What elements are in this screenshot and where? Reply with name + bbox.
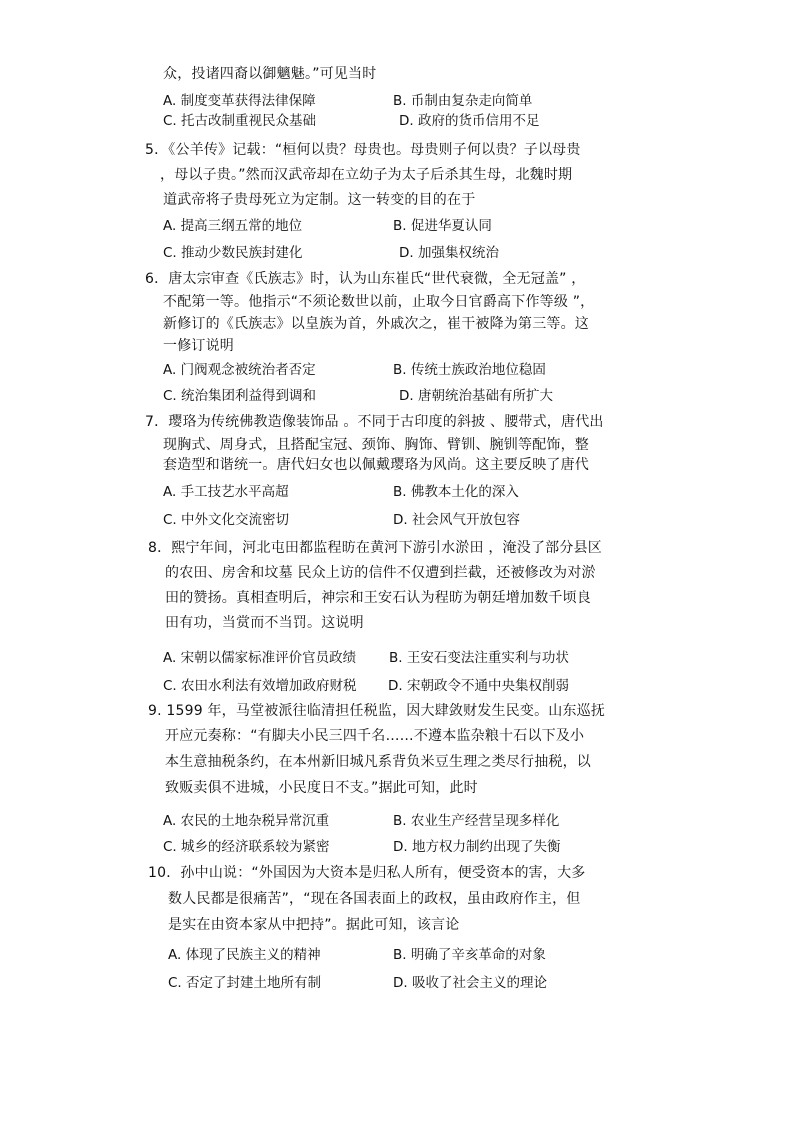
q7-stem-line-2: 现胸式、周身式，且搭配宝冠、颈饰、胸饰、臂钏、腕钏等配饰，整 bbox=[163, 437, 589, 453]
q5-stem-line-3: 道武帝将子贵母死立为定制。这一转变的目的在于 bbox=[163, 192, 476, 208]
q5-option-b: B. 促进华夏认同 bbox=[393, 218, 492, 234]
q9-option-c: C. 城乡的经济联系较为紧密 bbox=[163, 839, 330, 855]
q4-option-c: C. 托古改制重视民众基础 bbox=[163, 113, 317, 129]
q6-option-d: D. 唐朝统治基础有所扩大 bbox=[399, 388, 553, 404]
q6-stem-line-2: 不配第一等。他指示“不须论数世以前，止取今日官爵高下作等级 ”， bbox=[163, 294, 595, 310]
q4-stem-tail: 众，投诸四裔以御魑魅。”可见当时 bbox=[163, 66, 377, 82]
q8-option-c: C. 农田水利法有效增加政府财税 bbox=[163, 678, 357, 694]
q9-stem-line-3: 本生意抽税条约，在本州新旧城凡系背负米豆生理之类尽行抽税，以 bbox=[165, 754, 591, 770]
q6-stem-line-1: 6．唐太宗审查《氏族志》时，认为山东崔氏“世代衰微，全无冠盖” ， bbox=[145, 271, 586, 287]
q8-option-a: A. 宋朝以儒家标准评价官员政绩 bbox=[163, 650, 357, 666]
q10-option-d: D. 吸收了社会主义的理论 bbox=[393, 975, 547, 991]
q6-option-a: A. 门阀观念被统治者否定 bbox=[163, 362, 316, 378]
q10-option-b: B. 明确了辛亥革命的对象 bbox=[393, 947, 546, 963]
q7-option-d: D. 社会风气开放包容 bbox=[393, 512, 520, 528]
q8-option-d: D. 宋朝政令不通中央集权削弱 bbox=[388, 678, 569, 694]
q6-stem-line-3: 新修订的《氏族志》以皇族为首，外戚次之，崔干被降为第三等。这 bbox=[163, 316, 589, 332]
q6-option-c: C. 统治集团利益得到调和 bbox=[163, 388, 317, 404]
q5-option-c: C. 推动少数民族封建化 bbox=[163, 245, 303, 261]
q10-stem-line-3: 是实在由资本家从中把持”。据此可知，该言论 bbox=[168, 917, 460, 933]
q5-stem-line-2: ，母以子贵。”然而汉武帝却在立幼子为太子后杀其生母，北魏时期 bbox=[160, 167, 573, 183]
q7-option-a: A. 手工技艺水平高超 bbox=[163, 484, 289, 500]
q10-stem-line-2: 数人民都是很痛苦”，“现在各国表面上的政权，虽由政府作主，但 bbox=[168, 891, 581, 907]
q9-stem-line-4: 致贩卖俱不进城，小民度日不支。”据此可知，此时 bbox=[165, 780, 478, 796]
q7-stem-line-3: 套造型和谐统一。唐代妇女也以佩戴璎珞为风尚。这主要反映了唐代 bbox=[163, 457, 589, 473]
q10-option-a: A. 体现了民族主义的精神 bbox=[168, 947, 321, 963]
q8-stem-line-3: 田的赞扬。真相查明后，神宗和王安石认为程昉为朝廷增加数千顷良 bbox=[165, 590, 591, 606]
q9-option-d: D. 地方权力制约出现了失衡 bbox=[393, 839, 561, 855]
q7-stem-line-1: 7．璎珞为传统佛教造像装饰品 。不同于古印度的斜披 、腰带式，唐代出 bbox=[145, 414, 604, 430]
q9-stem-line-1: 9. 1599 年，马堂被派往临清担任税监，因大肆敛财发生民变。山东巡抚 bbox=[148, 703, 606, 719]
q7-option-b: B. 佛教本土化的深入 bbox=[393, 484, 519, 500]
q7-option-c: C. 中外文化交流密切 bbox=[163, 512, 290, 528]
q10-option-c: C. 否定了封建土地所有制 bbox=[168, 975, 322, 991]
q6-stem-line-4: 一修订说明 bbox=[163, 338, 234, 354]
q4-option-a: A. 制度变革获得法律保障 bbox=[163, 93, 316, 109]
q8-stem-line-1: 8．熙宁年间，河北屯田都监程昉在黄河下游引水淤田 ，淹没了部分县区 bbox=[148, 540, 602, 556]
q5-stem-line-1: 5．《公羊传》记载：“桓何以贵？母贵也。母贵则子何以贵？子以母贵 bbox=[145, 142, 581, 158]
q9-stem-line-2: 开应元奏称：“有脚夫小民三四千名……不遵本监杂粮十石以下及小 bbox=[165, 728, 585, 744]
q9-option-a: A. 农民的土地杂税异常沉重 bbox=[163, 813, 330, 829]
q9-option-b: B. 农业生产经营呈现多样化 bbox=[393, 813, 560, 829]
q6-option-b: B. 传统士族政治地位稳固 bbox=[393, 362, 546, 378]
q8-option-b: B. 王安石变法注重实利与功状 bbox=[389, 650, 569, 666]
q8-stem-line-4: 田有功，当赏而不当罚。这说明 bbox=[165, 615, 364, 631]
q5-option-a: A. 提高三纲五常的地位 bbox=[163, 218, 303, 234]
q4-option-d: D. 政府的货币信用不足 bbox=[399, 113, 540, 129]
q10-stem-line-1: 10．孙中山说：“外国因为大资本是归私人所有，便受资本的害，大多 bbox=[148, 865, 586, 881]
q4-option-b: B. 币制由复杂走向简单 bbox=[393, 93, 533, 109]
q8-stem-line-2: 的农田、房舍和坟墓 民众上访的信件不仅遭到拦截，还被修改为对淤 bbox=[165, 565, 596, 581]
q5-option-d: D. 加强集权统治 bbox=[399, 245, 499, 261]
